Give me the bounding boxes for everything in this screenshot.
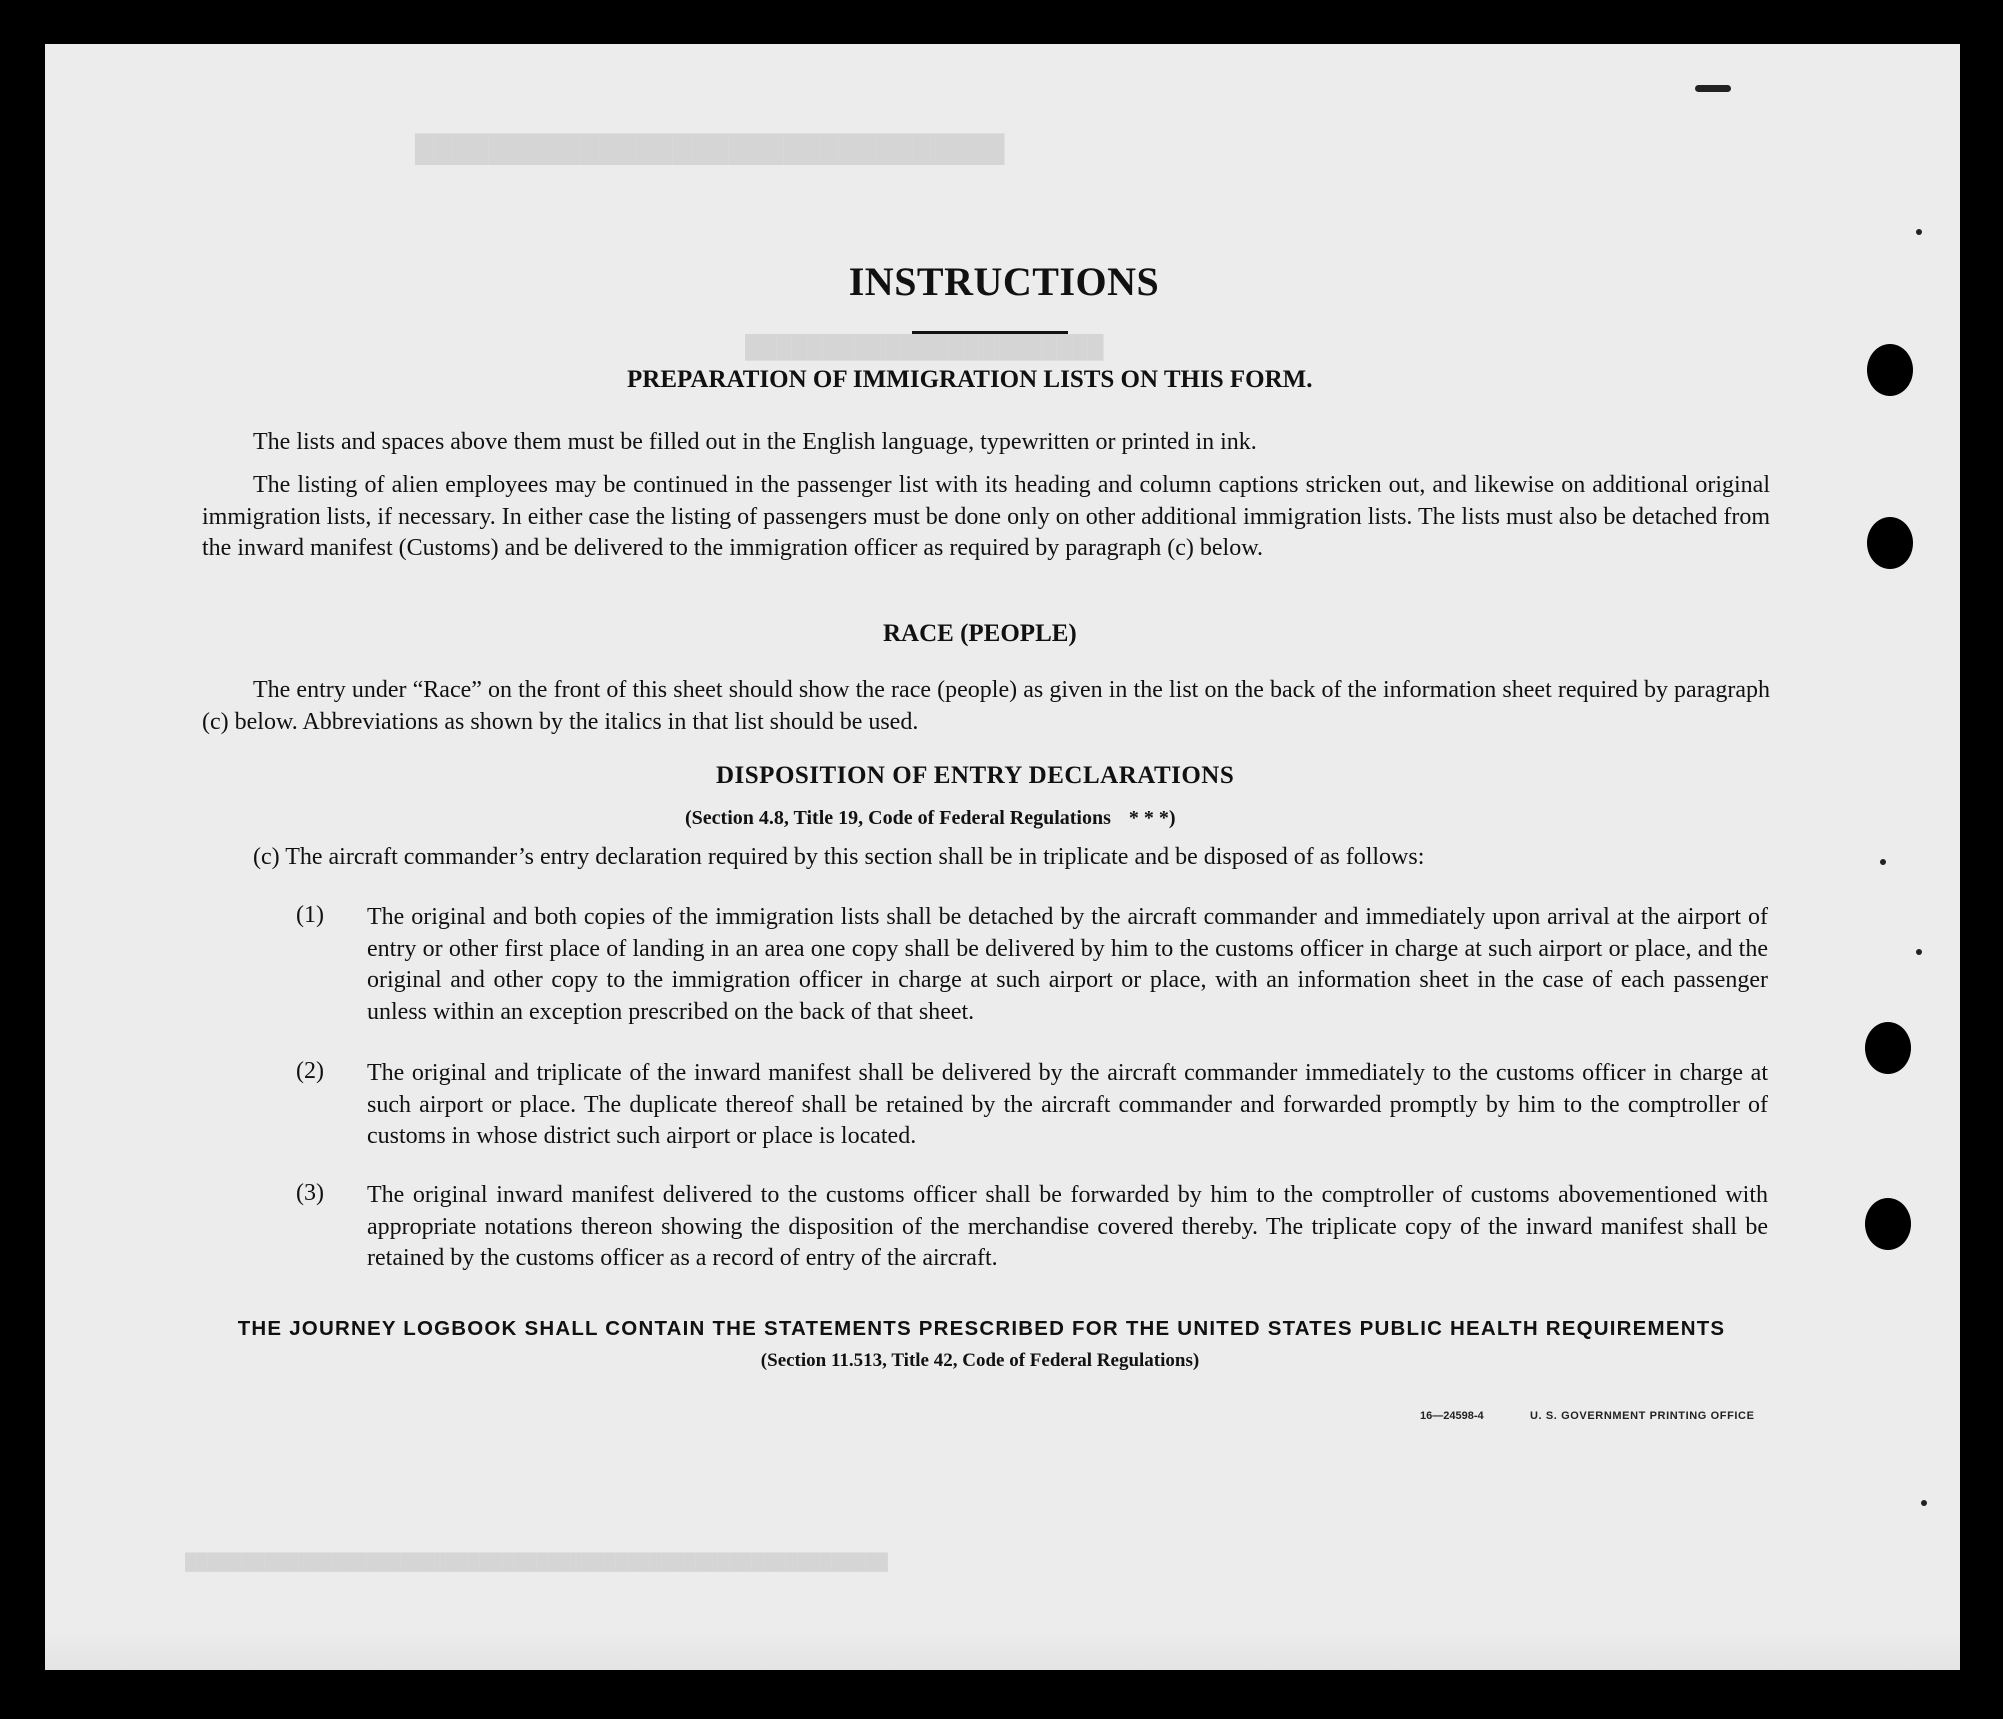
disposition-item-2 [343,1058,1768,1153]
race-paragraph: The entry under “Race” on the front of this sheet should show the race (people) as given in the list on the back of the information sheet required by paragraph (c) below. Abbreviations as shown by the italics in that list should be used. [202,677,1770,735]
health-section-reference: (Section 11.513, Title 42, Code of Federal Regulations) [760,1350,1200,1371]
punch-hole [1867,344,1913,396]
disposition-item-3 [343,1180,1768,1275]
show-through-text: ███████████████████████ [745,334,1104,359]
form-number: 16—24598-4 [1420,1410,1484,1422]
show-through-text: ██████████████████████████████████████████████████████████████ [185,1554,888,1571]
punch-hole [1865,1022,1911,1074]
preparation-paragraph-2: The listing of alien employees may be continued in the passenger list with its heading and column captions stricken out, and likewise on additional original immigration lists, if necessary. In either case the listing of passengers must be done only on other additional immigration lists. The lists must also be detached from the inward manifest (Customs) and be delivered to the immigration officer as required by paragraph (c) below. [202,472,1770,561]
item-text: The original inward manifest delivered to the customs officer shall be forwarded by him to the comptroller of customs abovementioned with appropriate notations thereon showing the disposition of the merchandise covered thereby. The triplicate copy of the inward manifest shall be retained by the customs officer as a record of entry of the aircraft. [367,1182,1768,1271]
section-reference-text: (Section 4.8, Title 19, Code of Federal Regulations [685,807,1111,829]
section-reference-stars: * * *) [1128,807,1176,829]
punch-hole [1867,517,1913,569]
punch-hole [1865,1198,1911,1250]
ink-speck [1916,229,1922,235]
title-underline [912,331,1068,334]
disposition-intro: (c) The aircraft commander’s entry declaration required by this section shall be in triplicate and be disposed of as follows: [253,844,1425,870]
preparation-paragraph-1: The lists and spaces above them must be filled out in the English language, typewritten or printed in ink. [253,429,1257,455]
disposition-item-1 [343,902,1768,1028]
ink-speck [1695,85,1731,92]
health-requirements-statement: THE JOURNEY LOGBOOK SHALL CONTAIN THE STATEMENTS PRESCRIBED FOR THE UNITED STATES PUBLIC HEALTH REQUIREMENTS [237,1317,1726,1340]
page-title: INSTRUCTIONS [848,259,1160,304]
item-number: (1) [296,902,324,928]
item-number: (2) [296,1058,324,1084]
ink-speck [1880,859,1886,865]
item-number: (3) [296,1180,324,1206]
show-through-text: ████████████████████████████████ [415,134,1005,163]
ink-speck [1916,949,1922,955]
disposition-section-reference [685,807,1176,830]
disposition-heading: DISPOSITION OF ENTRY DECLARATIONS [716,762,1235,789]
race-heading: RACE (PEOPLE) [883,620,1077,647]
item-text: The original and triplicate of the inward manifest shall be delivered by the aircraft commander immediately to the customs officer in charge at such airport or place. The duplicate thereof shall be retained by the aircraft commander and forwarded promptly by him to the comptroller of customs in whose district such airport or place is located. [367,1060,1768,1149]
item-text: The original and both copies of the immigration lists shall be detached by the aircraft commander and immediately upon arrival at the airport of entry or other first place of landing in an area one copy shall be delivered by him to the customs officer in charge at such airport or place, and the original and other copy to the immigration officer in charge at such airport or place, with an information sheet in the case of each passenger unless within an exception prescribed on the back of that sheet. [367,904,1768,1025]
ink-speck [1921,1500,1927,1506]
preparation-heading: PREPARATION OF IMMIGRATION LISTS ON THIS FORM. [627,366,1313,393]
printer-imprint: U. S. GOVERNMENT PRINTING OFFICE [1530,1410,1755,1422]
